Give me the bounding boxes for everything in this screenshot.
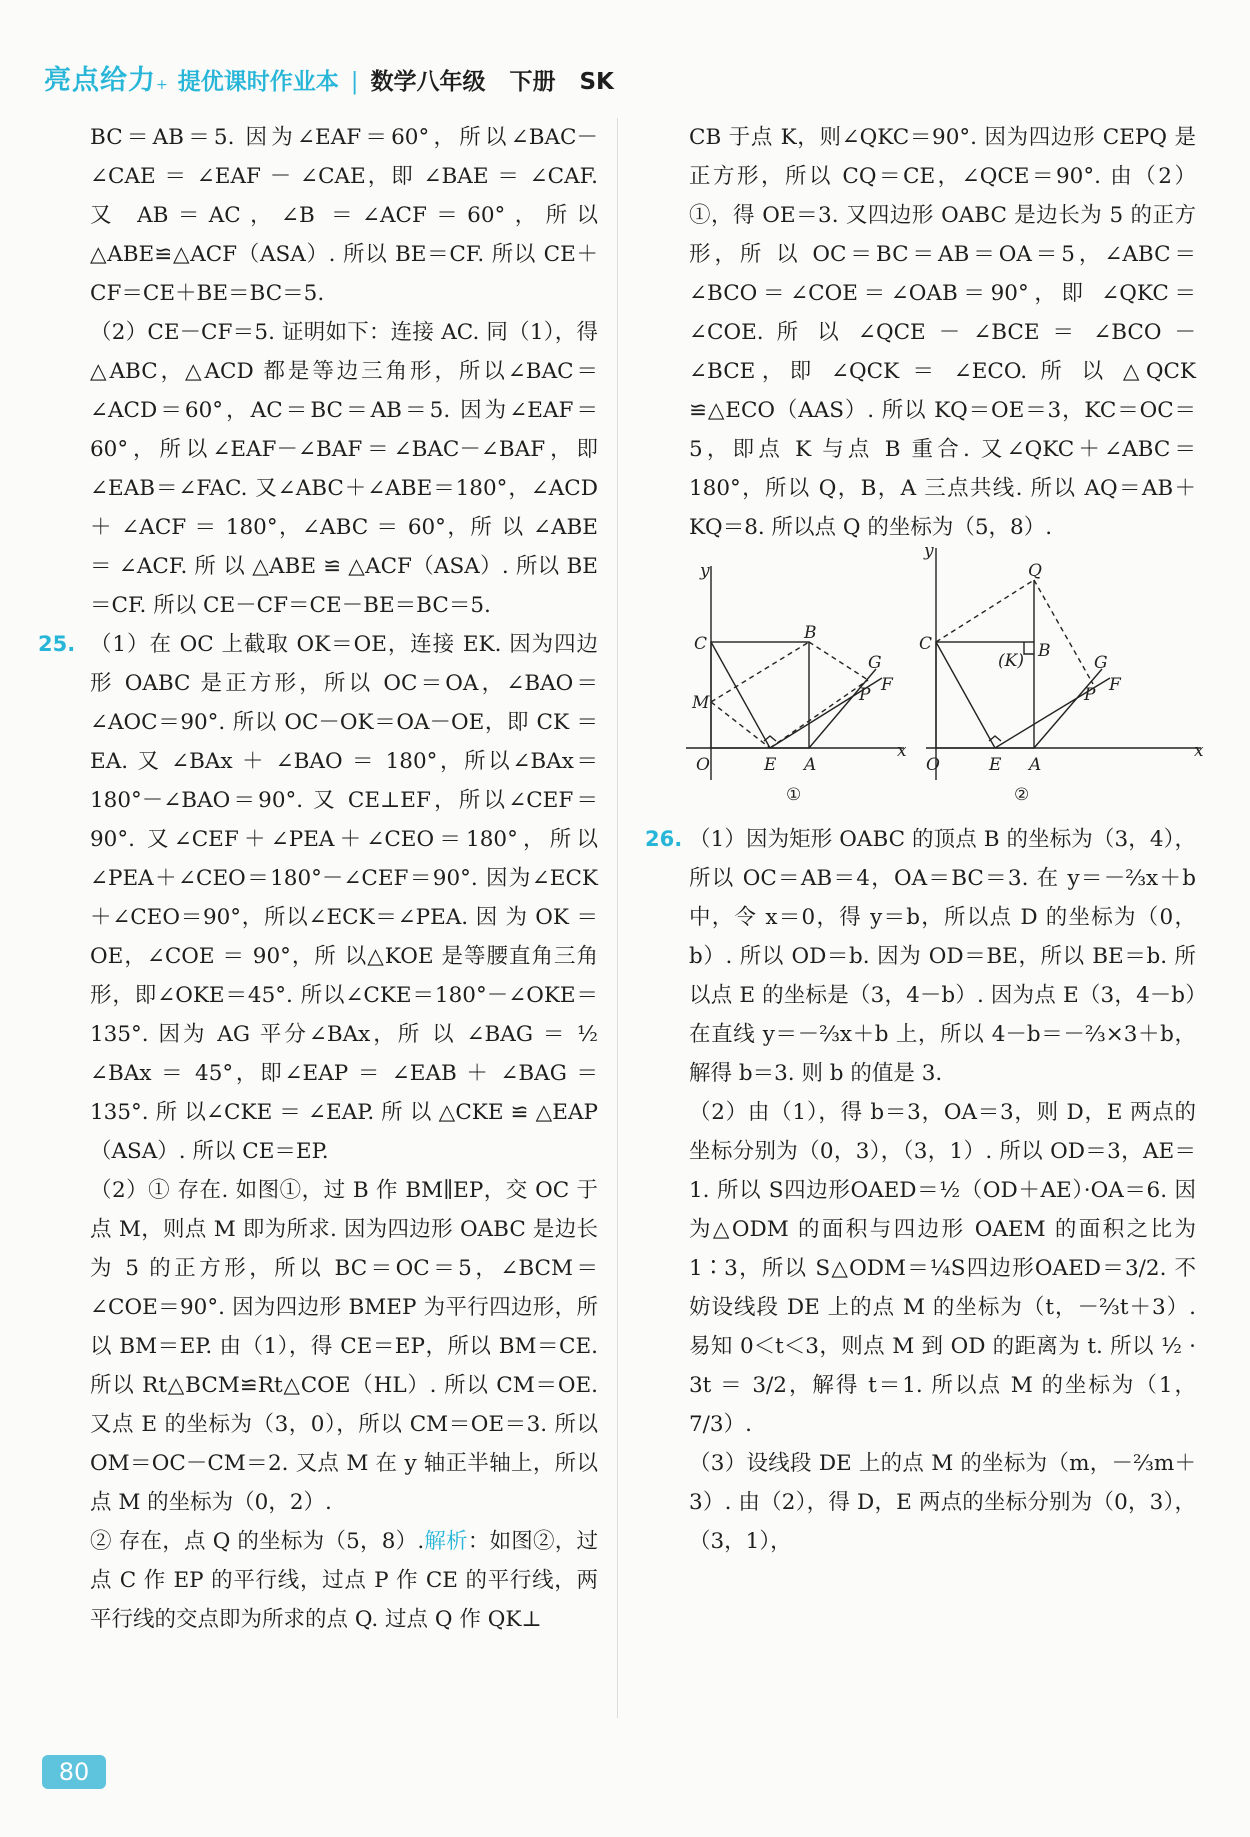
series-title: 提优课时作业本 [177,69,339,95]
q25-part1: （1）在 OC 上截取 OK＝OE，连接 EK. 因为四边形 OABC 是正方形，所以 OC＝OA，∠BAO＝∠AOC＝90°. 所以 OC－OK＝OA－OE，即 CK ＝ EA. 又 ∠BAx ＋ ∠BAO ＝ 180°，所以∠BAx＝180°－∠BAO＝90°. 又 CE⊥EF，所以∠CEF＝90°. 又∠CEF＋∠PEA＋∠CEO＝180°，所以∠PEA＋∠CEO＝180°－∠CEF＝90°. 因为∠ECK＋∠CEO＝90°，所以∠ECK＝∠PEA. 因 为 OK ＝ OE，∠COE ＝ 90°，所 以△KOE 是等腰直角三角形，即∠OKE＝45°. 所以∠CKE＝180°－∠OKE＝135°. 因为 AG 平分∠BAx，所 以 ∠BAG ＝ ½ ∠BAx ＝ 45°，即∠EAP ＝ ∠EAB ＋ ∠BAG ＝ 135°. 所 以∠CKE ＝ ∠EAP. 所 以 △CKE ≌ △EAP（ASA）. 所以 CE＝EP. [90,632,598,1164]
fig1-right-angle-mark [764,736,776,741]
header-separator: | [350,69,359,95]
q26-part2: （2）由（1），得 b＝3，OA＝3，则 D，E 两点的坐标分别为（0，3），（3，1）. 所以 OD＝3，AE＝1. 所以 S四边形OAED＝½（OD＋AE）·OA＝6. 因为△ODM 的面积与四边形 OAEM 的面积之比为 1∶3，所以 S△ODM＝¼S四边形OAED＝3/2. 不妨设线段 DE 上的点 M 的坐标为（t，－⅔t＋3）. 易知 0＜t＜3，则点 M 到 OD 的距离为 t. 所以 ½ · 3t ＝ 3/2，解得 t＝1. 所以点 M 的坐标为（1，7/3）. [689,1100,1196,1437]
fig2-label-q: Q [1028,561,1042,581]
q25-part2b [90,1522,598,1639]
fig2-right-angle-mark [1024,642,1034,654]
fig1-label-g: G [868,653,882,673]
fig2-label-g: G [1094,653,1108,673]
fig1-label-f: F [881,675,893,695]
q25-continued: CB 于点 K，则∠QKC＝90°. 因为四边形 CEPQ 是正方形，所以 CQ＝CE，∠QCE＝90°. 由（2）①，得 OE＝3. 又四边形 OABC 是边长为 5 的正方形，所 以 OC＝BC＝AB＝OA＝5，∠ABC＝∠BCO＝∠COE＝∠OAB＝90°，即 ∠QKC＝∠COE. 所 以 ∠QCE － ∠BCE ＝ ∠BCO －∠BCE，即 ∠QCK ＝ ∠ECO. 所 以 △QCK ≌△ECO（AAS）. 所以 KQ＝OE＝3，KC＝OC＝5，即点 K 与点 B 重合. 又∠QKC＋∠ABC＝180°，所以 Q，B，A 三点共线. 所以 AQ＝AB＋KQ＝8. 所以点 Q 的坐标为（5，8）. [689,125,1196,540]
q24-part1-continued: BC＝AB＝5. 因为∠EAF＝60°，所以∠BAC－∠CAE ＝ ∠EAF － ∠CAE，即 ∠BAE ＝ ∠CAF. 又 AB＝AC，∠B ＝∠ACF＝60°，所以△ABE≌△ACF（ASA）. 所以 BE＝CF. 所以 CE＋CF＝CE＋BE＝BC＝5. [90,125,598,306]
fig1-label-p: P [859,685,871,705]
q24-part2: （2）CE－CF＝5. 证明如下：连接 AC. 同（1），得△ABC，△ACD 都是等边三角形，所以∠BAC＝∠ACD＝60°，AC＝BC＝AB＝5. 因为∠EAF＝60°，所以∠EAF－∠BAF＝∠BAC－∠BAF，即∠EAB＝∠FAC. 又∠ABC＋∠ABE＝180°，∠ACD ＋ ∠ACF ＝ 180°，∠ABC ＝ 60°，所 以 ∠ABE ＝ ∠ACF. 所 以 △ABE ≌ △ACF（ASA）. 所以 BE＝CF. 所以 CE－CF＝CE－BE＝BC＝5. [90,320,598,618]
fig2-dashed-qp [1034,580,1093,684]
column-divider [617,118,618,1718]
fig1-label-b: B [804,623,817,643]
brand-logo: 亮点给力 [44,65,156,96]
fig2-label-o: O [926,755,940,775]
right-column [689,118,1196,547]
fig1-label-x: x [897,741,907,761]
fig2-segment-ce [936,642,995,748]
fig1-dashed-bp [809,642,868,680]
q25-part2a: （2）① 存在. 如图①，过 B 作 BM∥EP，交 OC 于点 M，则点 M 即为所求. 因为四边形 OABC 是边长为 5 的正方形，所以 BC＝OC＝5，∠BCM＝∠COE＝90°. 因为四边形 BMEP 为平行四边形，所以 BM＝EP. 由（1），得 CE＝EP，所以 BM＝CE. 所以 Rt△BCM≌Rt△COE（HL）. 所以 CM＝OE. 又点 E 的坐标为（3，0），所以 CM＝OE＝3. 所以 OM＝OC－CM＝2. 又点 M 在 y 轴正半轴上，所以点 M 的坐标为（0，2）. [90,1178,598,1515]
fig1-dashed-ep [770,680,868,748]
page-number: 80 [42,1755,106,1789]
page-header [44,58,638,94]
figure-2 [926,548,1201,780]
book-subject: 数学八年级 [370,69,486,95]
fig1-dashed-me [711,702,770,748]
fig2-dashed-cq [936,580,1034,642]
fig2-caption: ② [1014,785,1030,805]
book-edition: SK [579,69,614,95]
fig2-label-p: P [1084,685,1096,705]
fig2-label-b: B [1038,641,1051,661]
fig2-label-x: x [1194,741,1204,761]
fig1-label-y: y [700,561,710,581]
fig1-segment-ce [711,642,770,748]
fig1-label-e: E [764,755,777,775]
fig2-label-a: A [1029,755,1042,775]
q26-block [645,820,1196,1561]
fig2-e-right-angle-mark [989,736,1001,741]
q26-number: 26. [645,827,683,851]
left-column [38,118,598,1639]
fig1-label-o: O [696,755,710,775]
brand-mark: + [156,77,168,93]
q26-part1: （1）因为矩形 OABC 的顶点 B 的坐标为（3，4），所以 OC＝AB＝4，OA＝BC＝3. 在 y＝－⅔x＋b 中，令 x＝0，得 y＝b，所以点 D 的坐标为（0，b）. 所以 OD＝b. 因为 OD＝BE，所以 BE＝b. 所以点 E 的坐标是（3，4－b）. 因为点 E（3，4－b）在直线 y＝－⅔x＋b 上，所以 4－b＝－⅔×3＋b，解得 b＝3. 则 b 的值是 3. [689,827,1196,1086]
q25-part2b-answer: ② 存在，点 Q 的坐标为（5，8）. [90,1529,425,1554]
analysis-label: 解析 [424,1529,468,1554]
fig1-label-a: A [804,755,817,775]
fig2-label-c: C [919,634,933,654]
fig2-label-f: F [1109,675,1121,695]
q25-block [38,625,598,1639]
fig2-label-e: E [989,755,1002,775]
fig1-caption: ① [786,785,802,805]
book-volume: 下册 [509,69,556,95]
fig1-label-m: M [692,693,710,713]
q26-part3: （3）设线段 DE 上的点 M 的坐标为（m，－⅔m＋3）. 由（2），得 D，E 两点的坐标分别为（0，3），（3，1）， [689,1451,1196,1554]
q25-number: 25. [38,632,76,656]
fig2-label-k: (K) [998,651,1024,671]
fig2-segment-ag [1034,669,1102,748]
right-column-lower [645,820,1196,1561]
figure-1 [686,566,904,780]
fig2-label-y: y [924,541,934,561]
q25-part2b-explanation: ：如图②，过点 C 作 EP 的平行线，过点 P 作 CE 的平行线，两平行线的交点即为所求的点 Q. 过点 Q 作 QK⊥ [90,1529,598,1632]
fig1-dashed-mb [711,642,809,702]
fig1-label-c: C [694,634,708,654]
q25-figure [686,541,1204,808]
